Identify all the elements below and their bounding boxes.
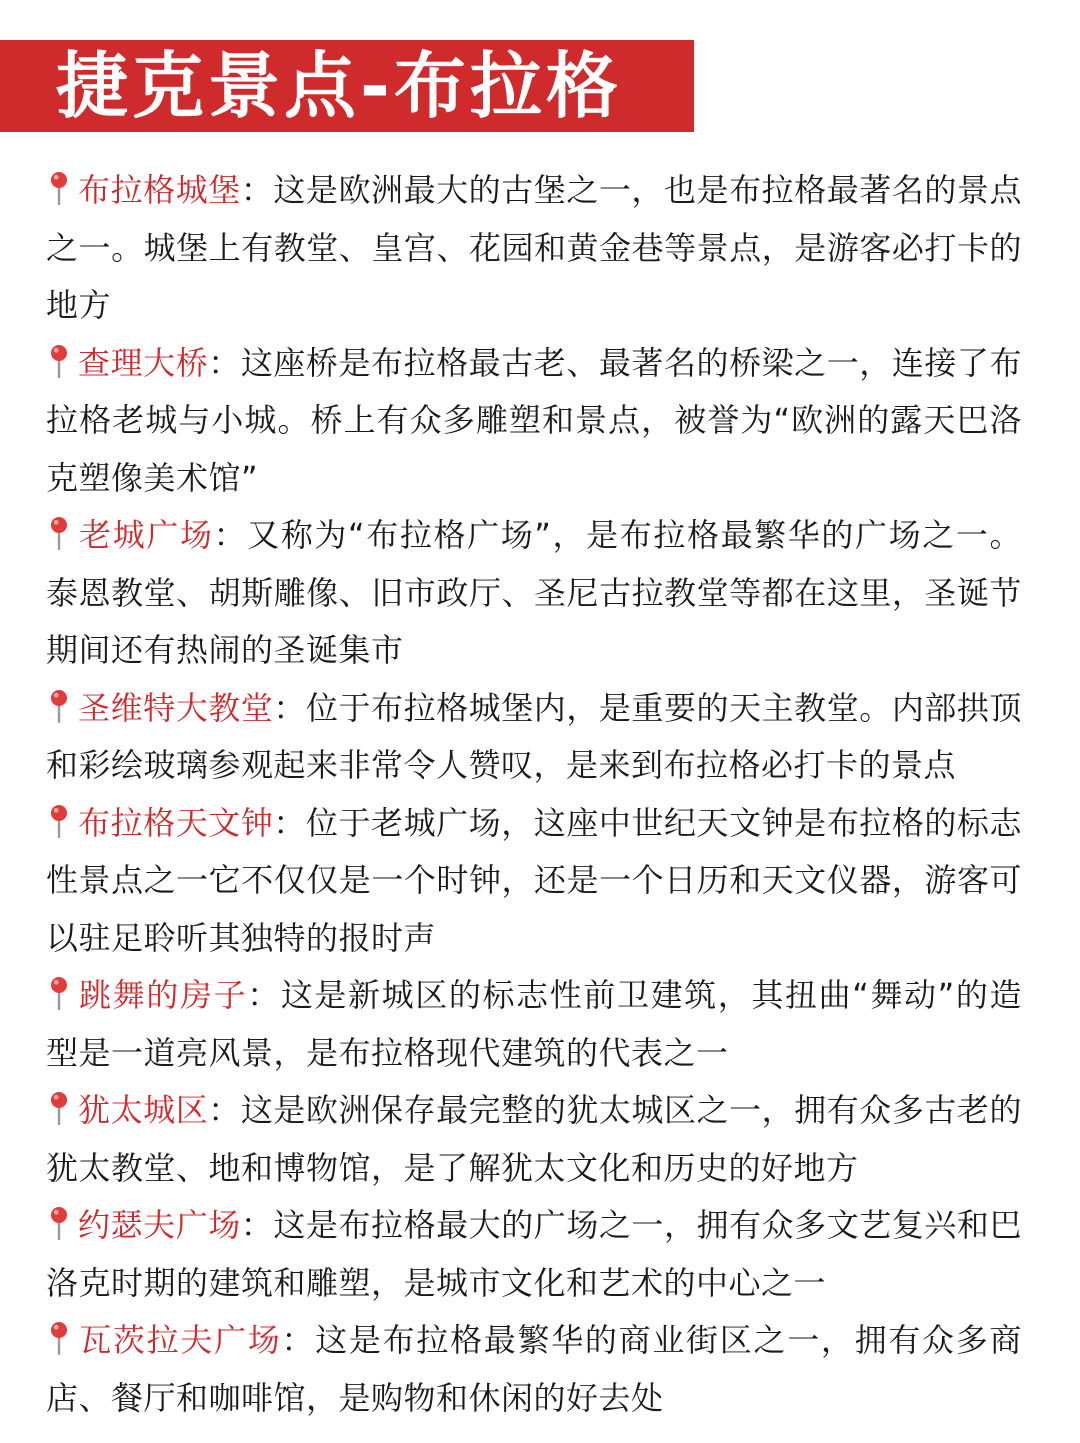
attraction-name: 布拉格天文钟 (78, 803, 274, 842)
pin-icon (46, 1206, 72, 1240)
attraction-description: 位于布拉格城堡内，是重要的天主教堂。内部拱顶和彩绘玻璃参观起来非常令人赞叹，是来到布拉格必打卡的景点 (46, 688, 1022, 784)
pin-icon (46, 689, 72, 723)
attraction-entry: 查理大桥：这座桥是布拉格最古老、最著名的桥梁之一，连接了布拉格老城与小城。桥上有众多雕塑和景点，被誉为“欧洲的露天巴洛克塑像美术馆” (46, 343, 1022, 497)
attraction-entry: 圣维特大教堂：位于布拉格城堡内，是重要的天主教堂。内部拱顶和彩绘玻璃参观起来非常令人赞叹，是来到布拉格必打卡的景点 (46, 688, 1022, 784)
attraction-name: 查理大桥 (78, 343, 209, 382)
attraction-name: 瓦茨拉夫广场 (78, 1321, 282, 1359)
pin-icon (46, 1321, 72, 1355)
pin-icon (46, 976, 72, 1010)
attraction-description: 又称为“布拉格广场”，是布拉格最繁华的广场之一。泰恩教堂、胡斯雕像、旧市政厅、圣尼古拉教堂等都在这里，圣诞节期间还有热闹的圣诞集市 (46, 516, 1022, 669)
attraction-name: 犹太城区 (78, 1091, 209, 1129)
title-banner (0, 40, 694, 132)
attraction-list (46, 162, 1022, 1427)
attraction-description: 这座桥是布拉格最古老、最著名的桥梁之一，连接了布拉格老城与小城。桥上有众多雕塑和景点，被誉为“欧洲的露天巴洛克塑像美术馆” (46, 343, 1022, 497)
attraction-entry: 瓦茨拉夫广场：这是布拉格最繁华的商业街区之一，拥有众多商店、餐厅和咖啡馆，是购物和休闲的好去处 (46, 1321, 1022, 1417)
attraction-description: 这是布拉格最繁华的商业街区之一，拥有众多商店、餐厅和咖啡馆，是购物和休闲的好去处 (46, 1321, 1022, 1417)
attraction-entry: 跳舞的房子：这是新城区的标志性前卫建筑，其扭曲“舞动”的造型是一道亮风景，是布拉格现代建筑的代表之一 (46, 976, 1022, 1072)
attraction-entry: 布拉格天文钟：位于老城广场，这座中世纪天文钟是布拉格的标志性景点之一它不仅仅是一个时钟，还是一个日历和天文仪器，游客可以驻足聆听其独特的报时声 (46, 803, 1022, 957)
attraction-name: 布拉格城堡 (78, 171, 241, 209)
attraction-entry: 约瑟夫广场：这是布拉格最大的广场之一，拥有众多文艺复兴和巴洛克时期的建筑和雕塑，是城市文化和艺术的中心之一 (46, 1206, 1022, 1302)
pin-icon (46, 516, 72, 550)
pin-icon (46, 804, 72, 838)
attraction-entry: 布拉格城堡：这是欧洲最大的古堡之一，也是布拉格最著名的景点之一。城堡上有教堂、皇宫、花园和黄金巷等景点，是游客必打卡的地方 (46, 171, 1022, 324)
attraction-description: 这是新城区的标志性前卫建筑，其扭曲“舞动”的造型是一道亮风景，是布拉格现代建筑的代表之一 (46, 976, 1022, 1072)
attraction-description: 这是布拉格最大的广场之一，拥有众多文艺复兴和巴洛克时期的建筑和雕塑，是城市文化和艺术的中心之一 (46, 1206, 1022, 1302)
attraction-name: 约瑟夫广场 (78, 1206, 241, 1244)
attraction-description: 这是欧洲保存最完整的犹太城区之一，拥有众多古老的犹太教堂、地和博物馆，是了解犹太文化和历史的好地方 (46, 1091, 1022, 1187)
attraction-description: 这是欧洲最大的古堡之一，也是布拉格最著名的景点之一。城堡上有教堂、皇宫、花园和黄金巷等景点，是游客必打卡的地方 (46, 171, 1022, 324)
pin-icon (46, 1091, 72, 1125)
attraction-description: 位于老城广场，这座中世纪天文钟是布拉格的标志性景点之一它不仅仅是一个时钟，还是一个日历和天文仪器，游客可以驻足聆听其独特的报时声 (46, 803, 1022, 957)
attraction-name: 老城广场 (78, 516, 214, 554)
attraction-entry: 犹太城区：这是欧洲保存最完整的犹太城区之一，拥有众多古老的犹太教堂、地和博物馆，是了解犹太文化和历史的好地方 (46, 1091, 1022, 1187)
pin-icon (46, 171, 72, 205)
attraction-name: 圣维特大教堂 (78, 688, 274, 727)
attraction-entry: 老城广场：又称为“布拉格广场”，是布拉格最繁华的广场之一。泰恩教堂、胡斯雕像、旧市政厅、圣尼古拉教堂等都在这里，圣诞节期间还有热闹的圣诞集市 (46, 516, 1022, 669)
pin-icon (46, 344, 72, 378)
attraction-name: 跳舞的房子 (78, 976, 248, 1014)
page-title: 捷克景点-布拉格 (56, 44, 622, 128)
